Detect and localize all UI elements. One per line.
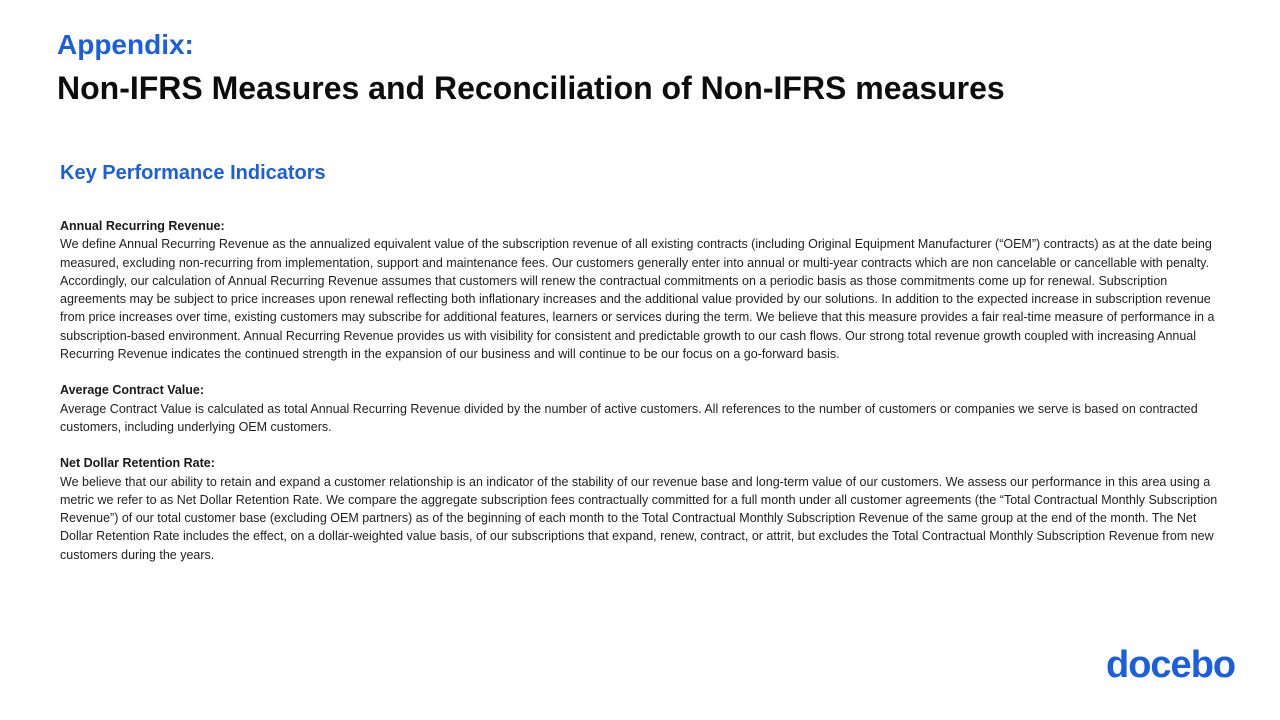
section-title: Key Performance Indicators [60, 162, 326, 184]
docebo-logo: docebo [1106, 644, 1236, 686]
kpi-annual-recurring-revenue [60, 217, 1226, 363]
kpi-description: Average Contract Value is calculated as total Annual Recurring Revenue divided by the number of active customers. All references to the number of customers or companies we serve is based on contracted customers, including underlying OEM customers. [60, 401, 1198, 434]
kpi-heading: Average Contract Value: [60, 383, 205, 398]
appendix-label: Appendix: [57, 29, 194, 60]
kpi-description: We believe that our ability to retain and expand a customer relationship is an indicator of the stability of our revenue base and long-term value of our customers. We assess our performance in this area using a metric we refer to as Net Dollar Retention Rate. We compare the aggregate subscription fees contractually committed for a full month under all customer agreements (the “Total Contractual Monthly Subscription Revenue”) of our total customer base (excluding OEM partners) as of the beginning of each month to the Total Contractual Monthly Subscription Revenue of the same group at the end of the month. The Net Dollar Retention Rate includes the effect, on a dollar-weighted value basis, of our subscriptions that expand, renew, contract, or attrit, but excludes the Total Contractual Monthly Subscription Revenue from new customers during the years. [60, 474, 1218, 562]
kpi-heading: Annual Recurring Revenue: [60, 219, 225, 233]
kpi-net-dollar-retention-rate [60, 454, 1226, 564]
kpi-heading: Net Dollar Retention Rate: [60, 456, 215, 471]
page-title: Non-IFRS Measures and Reconciliation of Non-IFRS measures [57, 70, 1005, 106]
kpi-average-contract-value [60, 381, 1226, 436]
kpi-list [60, 217, 1226, 582]
kpi-description: We define Annual Recurring Revenue as the annualized equivalent value of the subscription revenue of all existing contracts (including Original Equipment Manufacturer (“OEM”) contracts) as at the date being measured, excluding non-recurring from implementation, support and maintenance fees. Our customers generally enter into annual or multi-year contracts which are non cancelable or cancellable with penalty. Accordingly, our calculation of Annual Recurring Revenue assumes that customers will renew the contractual commitments on a periodic basis as those commitments come up for renewal. Subscription agreements may be subject to price increases upon renewal reflecting both inflationary increases and the additional value provided by our solutions. In addition to the expected increase in subscription revenue from price increases over time, existing customers may subscribe for additional features, learners or services during the term. We believe that this measure provides a fair real-time measure of performance in a subscription-based environment. Annual Recurring Revenue provides us with visibility for consistent and predictable growth to our cash flows. Our strong total revenue growth coupled with increasing Annual Recurring Revenue indicates the continued strength in the expansion of our business and will continue to be our focus on a go-forward basis. [60, 237, 1215, 362]
